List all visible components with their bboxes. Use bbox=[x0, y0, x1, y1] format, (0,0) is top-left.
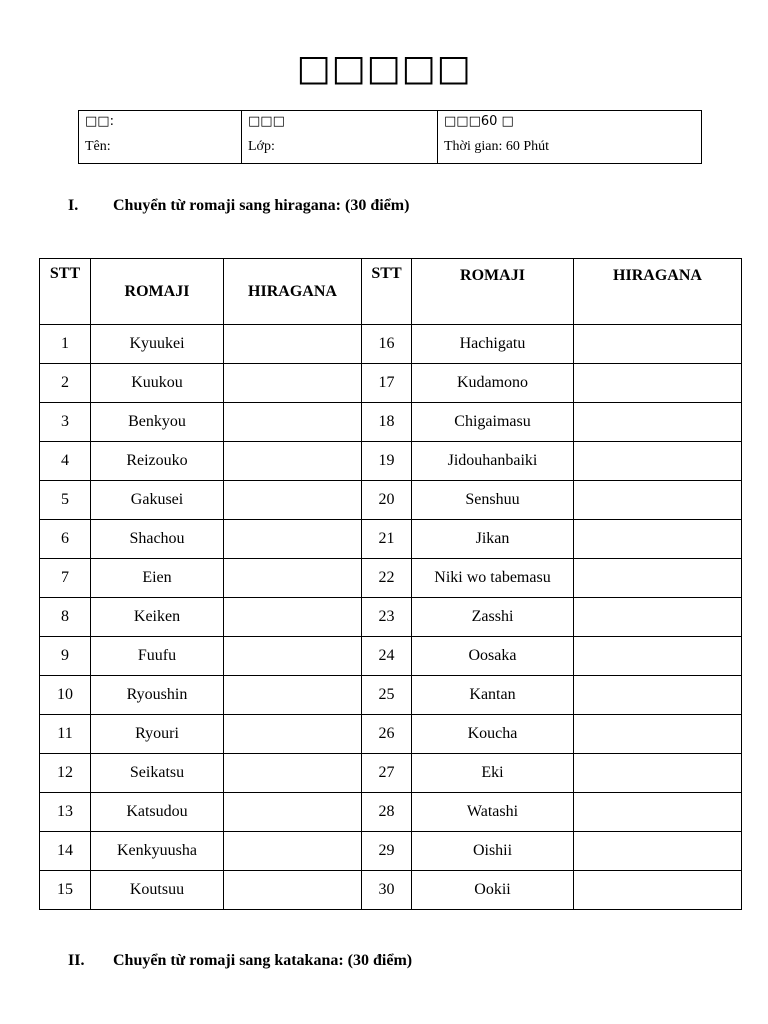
name-label: Tên: bbox=[85, 139, 111, 154]
time-label: Thời gian: 60 Phút bbox=[444, 139, 550, 154]
romaji-word-right: Chigaimasu bbox=[412, 403, 574, 442]
row-number-left: 11 bbox=[40, 715, 91, 754]
row-number-right: 23 bbox=[362, 598, 412, 637]
hiragana-answer-left[interactable] bbox=[224, 481, 362, 520]
hiragana-answer-right[interactable] bbox=[574, 442, 742, 481]
row-number-right: 25 bbox=[362, 676, 412, 715]
row-number-left: 12 bbox=[40, 754, 91, 793]
row-number-right: 30 bbox=[362, 871, 412, 910]
hiragana-answer-left[interactable] bbox=[224, 520, 362, 559]
hiragana-answer-left[interactable] bbox=[224, 598, 362, 637]
romaji-word-right: Oishii bbox=[412, 832, 574, 871]
section-1-text: Chuyển từ romaji sang hiragana: (30 điểm) bbox=[113, 197, 410, 214]
romaji-word-left: Seikatsu bbox=[91, 754, 224, 793]
row-number-left: 4 bbox=[40, 442, 91, 481]
hiragana-answer-right[interactable] bbox=[574, 754, 742, 793]
romaji-word-left: Kyuukei bbox=[91, 325, 224, 364]
romaji-word-right: Koucha bbox=[412, 715, 574, 754]
hiragana-answer-right[interactable] bbox=[574, 832, 742, 871]
hiragana-answer-right[interactable] bbox=[574, 715, 742, 754]
table-row bbox=[40, 520, 742, 559]
hiragana-answer-left[interactable] bbox=[224, 403, 362, 442]
class-cell[interactable] bbox=[242, 111, 438, 164]
table-row bbox=[40, 871, 742, 910]
student-info-table bbox=[78, 110, 702, 164]
row-number-left: 5 bbox=[40, 481, 91, 520]
row-number-left: 2 bbox=[40, 364, 91, 403]
romaji-word-left: Eien bbox=[91, 559, 224, 598]
romaji-word-left: Reizouko bbox=[91, 442, 224, 481]
table-row bbox=[40, 832, 742, 871]
hiragana-answer-right[interactable] bbox=[574, 364, 742, 403]
romaji-word-left: Fuufu bbox=[91, 637, 224, 676]
row-number-right: 28 bbox=[362, 793, 412, 832]
hiragana-answer-right[interactable] bbox=[574, 520, 742, 559]
section-2-heading bbox=[68, 952, 412, 970]
section-1-number: I. bbox=[68, 197, 79, 214]
table-body bbox=[40, 325, 742, 910]
romaji-word-left: Kuukou bbox=[91, 364, 224, 403]
row-number-right: 20 bbox=[362, 481, 412, 520]
class-label: Lớp: bbox=[248, 139, 275, 154]
class-label-cjk: □□□ bbox=[248, 114, 285, 129]
hiragana-answer-left[interactable] bbox=[224, 442, 362, 481]
section-2-text: Chuyển từ romaji sang katakana: (30 điểm) bbox=[113, 952, 413, 969]
romaji-word-left: Benkyou bbox=[91, 403, 224, 442]
romaji-word-right: Kantan bbox=[412, 676, 574, 715]
time-cell bbox=[438, 111, 702, 164]
hiragana-answer-right[interactable] bbox=[574, 676, 742, 715]
row-number-left: 1 bbox=[40, 325, 91, 364]
hiragana-answer-right[interactable] bbox=[574, 871, 742, 910]
hiragana-answer-right[interactable] bbox=[574, 793, 742, 832]
row-number-left: 14 bbox=[40, 832, 91, 871]
row-number-right: 29 bbox=[362, 832, 412, 871]
time-label-cjk: □□□60 □ bbox=[444, 114, 514, 129]
table-row bbox=[40, 364, 742, 403]
romaji-word-right: Jikan bbox=[412, 520, 574, 559]
hiragana-answer-left[interactable] bbox=[224, 832, 362, 871]
document-title: □□□□□ bbox=[296, 48, 472, 89]
hiragana-answer-left[interactable] bbox=[224, 364, 362, 403]
row-number-right: 21 bbox=[362, 520, 412, 559]
row-number-right: 26 bbox=[362, 715, 412, 754]
row-number-right: 22 bbox=[362, 559, 412, 598]
table-row bbox=[40, 676, 742, 715]
romaji-word-left: Ryoushin bbox=[91, 676, 224, 715]
table-row bbox=[40, 559, 742, 598]
hiragana-answer-left[interactable] bbox=[224, 676, 362, 715]
romaji-word-left: Keiken bbox=[91, 598, 224, 637]
row-number-left: 9 bbox=[40, 637, 91, 676]
table-row bbox=[40, 481, 742, 520]
romaji-word-right: Oosaka bbox=[412, 637, 574, 676]
romaji-hiragana-table bbox=[39, 258, 742, 910]
table-row bbox=[40, 442, 742, 481]
romaji-word-right: Niki wo tabemasu bbox=[412, 559, 574, 598]
header-stt-right: STT bbox=[362, 259, 412, 325]
hiragana-answer-left[interactable] bbox=[224, 325, 362, 364]
row-number-left: 6 bbox=[40, 520, 91, 559]
name-cell[interactable] bbox=[79, 111, 242, 164]
row-number-right: 18 bbox=[362, 403, 412, 442]
hiragana-answer-right[interactable] bbox=[574, 481, 742, 520]
hiragana-answer-left[interactable] bbox=[224, 871, 362, 910]
hiragana-answer-left[interactable] bbox=[224, 754, 362, 793]
hiragana-answer-right[interactable] bbox=[574, 559, 742, 598]
row-number-right: 16 bbox=[362, 325, 412, 364]
romaji-word-left: Kenkyuusha bbox=[91, 832, 224, 871]
header-hiragana-left: HIRAGANA bbox=[224, 259, 362, 325]
row-number-left: 13 bbox=[40, 793, 91, 832]
romaji-word-right: Kudamono bbox=[412, 364, 574, 403]
hiragana-answer-right[interactable] bbox=[574, 403, 742, 442]
hiragana-answer-left[interactable] bbox=[224, 793, 362, 832]
section-1-heading bbox=[68, 197, 409, 215]
table-row bbox=[40, 403, 742, 442]
table-header-row bbox=[40, 259, 742, 325]
row-number-left: 15 bbox=[40, 871, 91, 910]
table-row bbox=[40, 793, 742, 832]
row-number-right: 19 bbox=[362, 442, 412, 481]
romaji-word-right: Hachigatu bbox=[412, 325, 574, 364]
hiragana-answer-right[interactable] bbox=[574, 598, 742, 637]
romaji-word-left: Shachou bbox=[91, 520, 224, 559]
hiragana-answer-left[interactable] bbox=[224, 559, 362, 598]
romaji-word-right: Ookii bbox=[412, 871, 574, 910]
hiragana-answer-left[interactable] bbox=[224, 637, 362, 676]
table-row bbox=[40, 754, 742, 793]
romaji-word-left: Gakusei bbox=[91, 481, 224, 520]
romaji-word-right: Eki bbox=[412, 754, 574, 793]
header-romaji-left: ROMAJI bbox=[91, 259, 224, 325]
romaji-word-right: Watashi bbox=[412, 793, 574, 832]
hiragana-answer-left[interactable] bbox=[224, 715, 362, 754]
row-number-left: 7 bbox=[40, 559, 91, 598]
romaji-word-right: Senshuu bbox=[412, 481, 574, 520]
header-romaji-right: ROMAJI bbox=[412, 259, 574, 325]
table-row bbox=[40, 637, 742, 676]
header-stt-left: STT bbox=[40, 259, 91, 325]
romaji-word-right: Zasshi bbox=[412, 598, 574, 637]
row-number-right: 27 bbox=[362, 754, 412, 793]
table-row bbox=[40, 325, 742, 364]
row-number-left: 8 bbox=[40, 598, 91, 637]
hiragana-answer-right[interactable] bbox=[574, 637, 742, 676]
header-hiragana-right: HIRAGANA bbox=[574, 259, 742, 325]
row-number-left: 3 bbox=[40, 403, 91, 442]
romaji-word-left: Katsudou bbox=[91, 793, 224, 832]
table-row bbox=[40, 598, 742, 637]
romaji-word-right: Jidouhanbaiki bbox=[412, 442, 574, 481]
row-number-left: 10 bbox=[40, 676, 91, 715]
row-number-right: 17 bbox=[362, 364, 412, 403]
section-2-number: II. bbox=[68, 952, 85, 969]
row-number-right: 24 bbox=[362, 637, 412, 676]
romaji-word-left: Ryouri bbox=[91, 715, 224, 754]
romaji-word-left: Koutsuu bbox=[91, 871, 224, 910]
hiragana-answer-right[interactable] bbox=[574, 325, 742, 364]
name-label-cjk: □□: bbox=[85, 114, 114, 129]
table-row bbox=[40, 715, 742, 754]
